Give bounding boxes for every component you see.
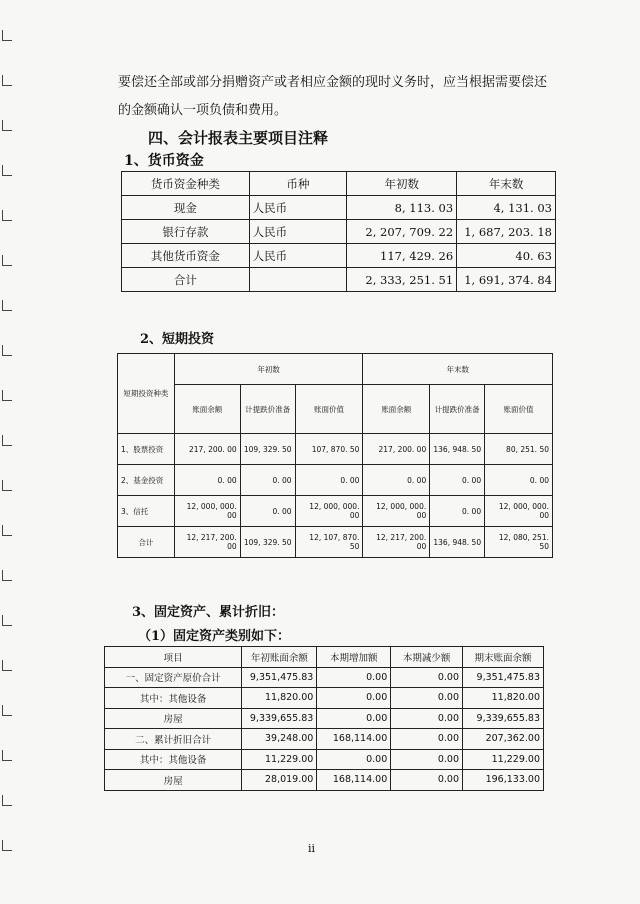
header-cell: 账面余额 bbox=[363, 385, 430, 434]
header-cell: 计提跌价准备 bbox=[240, 385, 295, 434]
table-cell: 0.00 bbox=[317, 667, 391, 688]
table-cell: 合计 bbox=[118, 527, 175, 558]
table-cell: 80, 251. 50 bbox=[485, 434, 553, 465]
table-cell: 0.00 bbox=[391, 688, 463, 709]
table-cell: 其中：其他设备 bbox=[105, 688, 242, 709]
table-cell: 40. 63 bbox=[457, 244, 556, 268]
table-row bbox=[122, 196, 556, 220]
table-row bbox=[118, 434, 553, 465]
header-cell: 货币资金种类 bbox=[122, 172, 250, 196]
table-cell: 4, 131. 03 bbox=[457, 196, 556, 220]
table-cell: 12, 000, 000. 00 bbox=[295, 496, 363, 527]
table-cell: 109, 329. 50 bbox=[240, 527, 295, 558]
table-cell: 1, 687, 203. 18 bbox=[457, 220, 556, 244]
intro-line-2: 的金额确认一项负债和费用。 bbox=[118, 103, 288, 118]
intro-line-1: 要偿还全部或部分捐赠资产或者相应金额的现时义务时，应当根据需要偿还 bbox=[118, 75, 548, 90]
table-cell: 1, 691, 374. 84 bbox=[457, 268, 556, 292]
table-cell: 11,229.00 bbox=[242, 749, 317, 770]
fixed-assets-table bbox=[104, 646, 544, 791]
table-cell: 3、信托 bbox=[118, 496, 175, 527]
table-cell: 0.00 bbox=[391, 749, 463, 770]
table-cell: 12, 000, 000. 00 bbox=[363, 496, 430, 527]
table-cell: 人民币 bbox=[249, 244, 347, 268]
table-cell: 0. 00 bbox=[295, 465, 363, 496]
table-cell: 8, 113. 03 bbox=[347, 196, 457, 220]
table-cell: 一、固定资产原价合计 bbox=[105, 667, 242, 688]
header-cell: 本期增加额 bbox=[317, 647, 391, 668]
table-cell: 136, 948. 50 bbox=[430, 434, 485, 465]
table-cell: 12, 000, 000. 00 bbox=[485, 496, 553, 527]
table-cell: 12, 080, 251. 50 bbox=[485, 527, 553, 558]
table-cell: 其中：其他设备 bbox=[105, 749, 242, 770]
cash-title: 1、货币资金 bbox=[124, 153, 204, 169]
table-cell: 0. 00 bbox=[240, 465, 295, 496]
table-cell: 人民币 bbox=[249, 220, 347, 244]
table-cell: 9,351,475.83 bbox=[242, 667, 317, 688]
table-cell bbox=[249, 268, 347, 292]
table-cell: 2, 207, 709. 22 bbox=[347, 220, 457, 244]
header-cell: 年初账面余额 bbox=[242, 647, 317, 668]
table-row bbox=[105, 708, 544, 729]
table-cell: 0.00 bbox=[391, 770, 463, 791]
table-cell: 28,019.00 bbox=[242, 770, 317, 791]
table-row bbox=[118, 496, 553, 527]
table-cell: 117, 429. 26 bbox=[347, 244, 457, 268]
header-cell: 币种 bbox=[249, 172, 347, 196]
table-cell: 168,114.00 bbox=[317, 729, 391, 750]
table-cell: 2、基金投资 bbox=[118, 465, 175, 496]
table-cell: 其他货币资金 bbox=[122, 244, 250, 268]
table-row bbox=[118, 527, 553, 558]
header-cell: 计提跌价准备 bbox=[430, 385, 485, 434]
table-cell: 9,339,655.83 bbox=[463, 708, 544, 729]
header-cell: 账面价值 bbox=[485, 385, 553, 434]
table-cell: 0. 00 bbox=[363, 465, 430, 496]
table-header-row bbox=[105, 647, 544, 668]
invest-title: 2、短期投资 bbox=[140, 332, 215, 347]
table-cell: 136, 948. 50 bbox=[430, 527, 485, 558]
section-title: 四、会计报表主要项目注释 bbox=[148, 129, 329, 147]
table-cell: 0. 00 bbox=[430, 465, 485, 496]
table-cell: 109, 329. 50 bbox=[240, 434, 295, 465]
table-cell: 0. 00 bbox=[240, 496, 295, 527]
table-cell: 107, 870. 50 bbox=[295, 434, 363, 465]
table-cell: 银行存款 bbox=[122, 220, 250, 244]
table-cell: 12, 000, 000. 00 bbox=[174, 496, 240, 527]
table-row bbox=[105, 688, 544, 709]
table-cell: 217, 200. 00 bbox=[174, 434, 240, 465]
table-cell: 12, 217, 200. 00 bbox=[363, 527, 430, 558]
page-number: ii bbox=[308, 842, 316, 855]
table-row bbox=[118, 465, 553, 496]
table-cell: 0. 00 bbox=[430, 496, 485, 527]
cash-table bbox=[121, 171, 556, 292]
table-cell: 196,133.00 bbox=[463, 770, 544, 791]
table-cell: 9,351,475.83 bbox=[463, 667, 544, 688]
header-cell: 短期投资种类 bbox=[118, 354, 175, 434]
table-cell: 0.00 bbox=[317, 749, 391, 770]
table-cell: 207,362.00 bbox=[463, 729, 544, 750]
table-cell: 0.00 bbox=[317, 708, 391, 729]
table-cell: 0. 00 bbox=[174, 465, 240, 496]
header-cell: 项目 bbox=[105, 647, 242, 668]
table-row bbox=[105, 667, 544, 688]
table-cell: 现金 bbox=[122, 196, 250, 220]
table-row bbox=[122, 244, 556, 268]
table-cell: 二、累计折旧合计 bbox=[105, 729, 242, 750]
binding-marks bbox=[0, 0, 14, 904]
table-header-row bbox=[118, 354, 553, 385]
header-cell: 年末数 bbox=[457, 172, 556, 196]
table-row bbox=[105, 729, 544, 750]
header-cell: 账面余额 bbox=[174, 385, 240, 434]
header-cell: 年初数 bbox=[174, 354, 363, 385]
header-cell: 账面价值 bbox=[295, 385, 363, 434]
table-row bbox=[105, 749, 544, 770]
table-cell: 房屋 bbox=[105, 770, 242, 791]
table-cell: 11,820.00 bbox=[242, 688, 317, 709]
fixed-subtitle: （1）固定资产类别如下： bbox=[138, 629, 291, 644]
table-cell: 房屋 bbox=[105, 708, 242, 729]
investment-table bbox=[117, 353, 553, 558]
table-cell: 人民币 bbox=[249, 196, 347, 220]
table-header-row bbox=[118, 385, 553, 434]
header-cell: 年初数 bbox=[347, 172, 457, 196]
table-cell: 0.00 bbox=[391, 667, 463, 688]
table-cell: 1、股票投资 bbox=[118, 434, 175, 465]
table-cell: 2, 333, 251. 51 bbox=[347, 268, 457, 292]
table-row bbox=[122, 220, 556, 244]
table-cell: 0.00 bbox=[317, 688, 391, 709]
table-row bbox=[105, 770, 544, 791]
header-cell: 期末账面余额 bbox=[463, 647, 544, 668]
table-cell: 0.00 bbox=[391, 708, 463, 729]
table-header-row bbox=[122, 172, 556, 196]
header-cell: 本期减少额 bbox=[391, 647, 463, 668]
table-cell: 11,229.00 bbox=[463, 749, 544, 770]
table-cell: 168,114.00 bbox=[317, 770, 391, 791]
table-cell: 9,339,655.83 bbox=[242, 708, 317, 729]
table-cell: 12, 107, 870. 50 bbox=[295, 527, 363, 558]
table-cell: 12, 217, 200. 00 bbox=[174, 527, 240, 558]
table-cell: 合计 bbox=[122, 268, 250, 292]
table-cell: 217, 200. 00 bbox=[363, 434, 430, 465]
table-cell: 11,820.00 bbox=[463, 688, 544, 709]
table-cell: 0.00 bbox=[391, 729, 463, 750]
table-cell: 39,248.00 bbox=[242, 729, 317, 750]
header-cell: 年末数 bbox=[363, 354, 553, 385]
table-cell: 0. 00 bbox=[485, 465, 553, 496]
fixed-title: 3、固定资产、累计折旧： bbox=[132, 605, 285, 620]
table-row bbox=[122, 268, 556, 292]
